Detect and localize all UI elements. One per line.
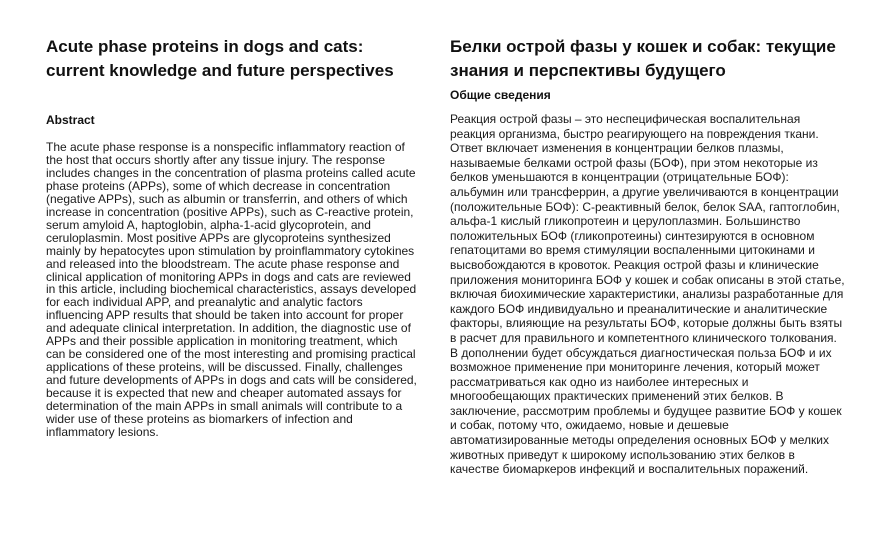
russian-summary-text: Реакция острой фазы – это неспецифическая воспалительная реакция организма, быстро реагирующего на повреждения ткани. Ответ включает изменения в концентрации белков плазмы, называемые белками острой фазы (БОФ), при этом некоторые из белков уменьшаются в концентрации (отрицательные БОФ): альбумин или трансферрин, а другие увеличиваются в концентрации (положительные БОФ): С-реактивный белок, белок SAA, гаптоглобин, альфа-1 кислый гликопротеин и церулоплазмин. Большинство положительных БОФ (гликопротеины) синтезируются в основном гепатоцитами во время стимуляции воспаленными цитокинами и высвобождаются в кровоток. Реакция острой фазы и клинические приложения мониторинга БОФ у кошек и собак описаны в этой статье, включая биохимические характеристики, анализы разработанные для каждого БОФ индивидуально и преаналитические и аналитические факторы, влияющие на результаты БОФ, которые должны быть взяты в расчет для правильного и компетентного клинического толкования. В дополнении будет обсуждаться диагностическая польза БОФ и их возможное применение при мониторинге лечения, который может рассматриваться как одно из наиболее интересных и многообещающих практических применений этих белков. В заключение, рассмотрим проблемы и будущее развитие БОФ у кошек и собак, потому что, ожидаемо, новые и дешевые автоматизированные методы определения основных БОФ у мелких животных приведут к широкому использованию этих белков в качестве биомаркеров инфекций и воспалительных поражений. xyxy=(450,112,845,477)
russian-title: Белки острой фазы у кошек и собак: текущие знания и перспективы будущего xyxy=(450,37,836,80)
english-title: Acute phase proteins in dogs and cats: current knowledge and future perspectives xyxy=(46,37,394,80)
russian-summary-heading: Общие сведения xyxy=(450,88,551,102)
english-abstract-heading: Abstract xyxy=(46,113,95,127)
english-abstract-text: The acute phase response is a nonspecific inflammatory reaction of the host that occurs shortly after any tissue injury. The response includes changes in the concentration of plasma proteins called acute phase proteins (APPs), some of which decrease in concentration (negative APPs), such as albumin or transferrin, and others of which increase in concentration (positive APPs), such as C-reactive protein, serum amyloid A, haptoglobin, alpha-1-acid glycoprotein, and ceruloplasmin. Most positive APPs are glycoproteins synthesized mainly by hepatocytes upon stimulation by proinflammatory cytokines and released into the bloodstream. The acute phase response and clinical application of monitoring APPs in dogs and cats are reviewed in this article, including biochemical characteristics, assays developed for each individual APP, and preanalytic and analytic factors influencing APP results that should be taken into account for proper and adequate clinical interpretation. In addition, the diagnostic use of APPs and their possible application in monitoring treatment, which can be considered one of the most interesting and promising practical applications of these proteins, will be discussed. Finally, challenges and future developments of APPs in dogs and cats will be considered, because it is expected that new and cheaper automated assays for determination of the main APPs in small animals will contribute to a wider use of these proteins as biomarkers of infection and inflammatory lesions. xyxy=(46,140,417,439)
